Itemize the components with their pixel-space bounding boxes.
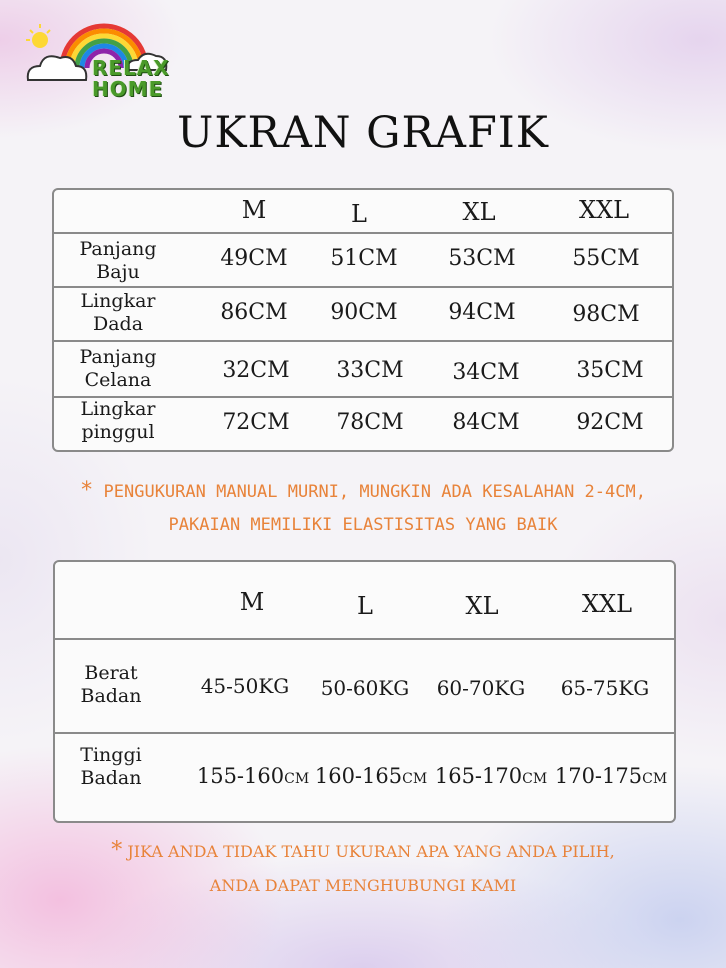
measurement-note: [0, 478, 726, 503]
value-cell: 94CM: [448, 300, 516, 325]
brand-name: [92, 58, 170, 100]
row-label-line-1: Berat: [84, 662, 138, 684]
table-row: [54, 286, 672, 342]
value-cell: 53CM: [448, 246, 516, 271]
value-text: 155-160: [196, 764, 285, 788]
brand-logo: [22, 20, 172, 110]
value-cell: 32CM: [222, 358, 290, 383]
table-row: [54, 396, 672, 452]
row-label-line-2: Baju: [96, 261, 140, 283]
row-label-line-2: Dada: [92, 313, 144, 335]
unit-text: CM: [284, 771, 310, 787]
value-cell: 90CM: [330, 300, 398, 325]
value-cell: 51CM: [330, 246, 398, 271]
size-header-xxl: XXL: [578, 196, 630, 224]
value-cell: 35CM: [576, 358, 644, 383]
value-cell: 33CM: [336, 358, 404, 383]
value-text: 160-165: [314, 764, 403, 788]
note-line-2: ANDA DAPAT MENGHUBUNGI KAMI: [209, 876, 517, 895]
row-label-line-2: pinggul: [81, 421, 155, 443]
row-label-line-1: Panjang: [79, 346, 157, 368]
value-cell: 45-50KG: [200, 674, 290, 698]
note-line-1: PENGUKURAN MANUAL MURNI, MUNGKIN ADA KESALAHAN 2-4CM,: [103, 482, 646, 502]
row-label-line-1: Lingkar: [80, 290, 156, 312]
size-header-l: L: [357, 592, 373, 620]
size-header-m: M: [239, 588, 265, 616]
table-row: [55, 638, 674, 734]
table-row: [55, 732, 674, 823]
body-size-table: [53, 560, 676, 823]
value-cell: 60-70KG: [436, 676, 526, 700]
asterisk: *: [80, 478, 94, 503]
row-label-line-1: Lingkar: [80, 398, 156, 420]
value-cell: [431, 764, 551, 788]
size-header-l: L: [351, 200, 367, 228]
value-cell: 49CM: [220, 246, 288, 271]
row-label: [68, 290, 168, 336]
value-cell: 84CM: [452, 410, 520, 435]
page-title: UKRAN GRAFIK: [177, 108, 549, 158]
row-label-line-1: Panjang: [79, 238, 157, 260]
brand-line-1: RELAX: [92, 56, 170, 80]
row-label: [61, 744, 161, 790]
value-cell: 78CM: [336, 410, 404, 435]
value-cell: [193, 764, 313, 788]
value-text: 165-170: [434, 764, 523, 788]
size-header-xl: XL: [465, 592, 499, 620]
size-header-xl: XL: [462, 198, 496, 226]
unit-text: CM: [402, 771, 428, 787]
value-cell: 65-75KG: [560, 676, 650, 700]
value-cell: [551, 764, 671, 788]
row-label-line-2: Badan: [80, 685, 142, 707]
value-text: 170-175: [554, 764, 643, 788]
value-cell: 86CM: [220, 300, 288, 325]
size-chart-table: [52, 188, 674, 452]
value-cell: [311, 764, 431, 788]
asterisk: *: [111, 838, 123, 863]
contact-note: [0, 838, 726, 863]
unit-text: CM: [522, 771, 548, 787]
table-row: [54, 340, 672, 398]
value-cell: 98CM: [572, 302, 640, 327]
brand-line-2: HOME: [92, 77, 164, 101]
row-label-line-2: Badan: [80, 767, 142, 789]
value-cell: 34CM: [452, 360, 520, 385]
value-cell: 92CM: [576, 410, 644, 435]
value-cell: 55CM: [572, 246, 640, 271]
row-label-line-2: Celana: [84, 369, 152, 391]
row-label: [68, 346, 168, 392]
row-label: [68, 398, 168, 444]
row-label-line-1: Tinggi: [80, 744, 142, 766]
row-label: [61, 662, 161, 708]
size-header-xxl: XXL: [581, 590, 633, 618]
table-row: [54, 232, 672, 288]
unit-text: CM: [642, 771, 668, 787]
value-cell: 50-60KG: [320, 676, 410, 700]
value-cell: 72CM: [222, 410, 290, 435]
note-line-2: PAKAIAN MEMILIKI ELASTISITAS YANG BAIK: [168, 515, 558, 535]
note-line-1: JIKA ANDA TIDAK TAHU UKURAN APA YANG ANDA PILIH,: [127, 842, 615, 861]
row-label: [68, 238, 168, 284]
size-header-m: M: [241, 196, 267, 224]
